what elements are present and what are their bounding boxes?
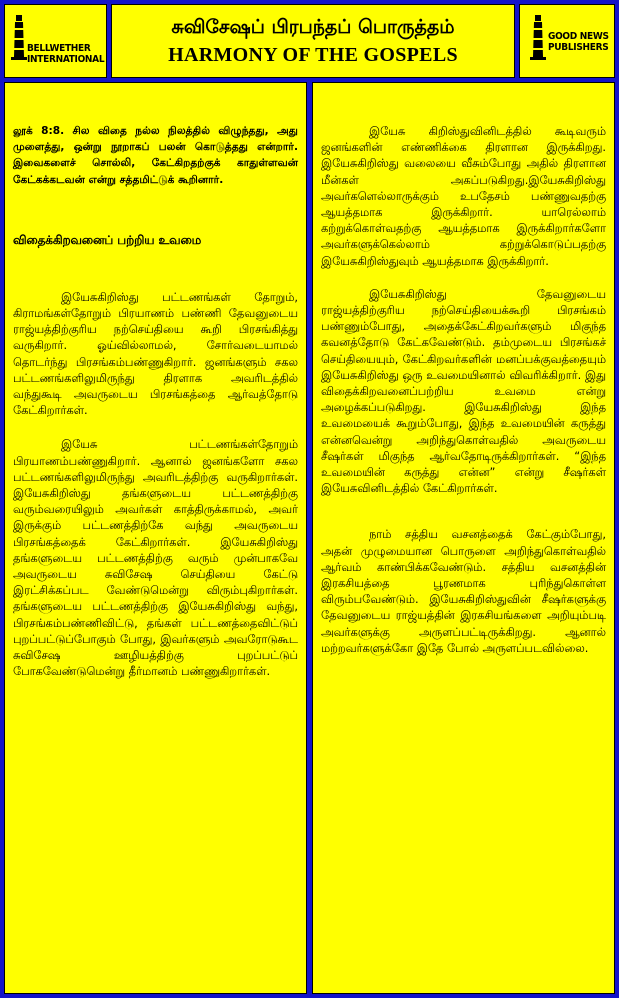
good-news-logo-text: GOOD NEWS PUBLISHERS: [548, 31, 609, 53]
left-column: [4, 82, 307, 994]
page-title-english: HARMONY OF THE GOSPELS: [168, 44, 458, 66]
paragraph: இயேசு பட்டணங்கள்தோறும் பிரயாணம்பண்ணுகிறார். ஆனால் ஜனங்களோ சகல பட்டணங்களிலுமிருந்து அவரிடத்திற்கு வருகிறார்கள். இயேசுகிறிஸ்து தங்களுடைய பட்டணத்திற்கு வரும்வரையிலும் அவர்கள் காத்திருக்காமல், அவர் இருக்கும் பட்டணத்திற்கே வந்து அவருடைய பிரசங்கத்தைக் கேட்கிறார்கள். இயேசுகிறிஸ்து தங்களுடைய பட்டணத்திற்கு வரும் முன்பாகவே அவருடைய சுவிசேஷ செய்தியை கேட்டு இரட்சிக்கப்பட வேண்டுமென்று விரும்புகிறார்கள். தங்களுடைய பட்டணத்திற்கு இயேசுகிறிஸ்து வந்து, பிரசங்கம்பண்ணிவிட்டு, தங்கள் பட்டணத்தைவிட்டுப் புறப்பட்டுப்போகும் போது, இவர்களும் அவரோடுகூட சுவிசேஷ ஊழியத்திற்கு புறப்பட்டுப் போகவேண்டுமென்று தீர்மானம் பண்ணுகிறார்கள்.: [13, 437, 298, 679]
lighthouse-icon: [11, 13, 27, 61]
paragraph: இயேசு கிறிஸ்துவினிடத்தில் கூடிவரும் ஜனங்களின் எண்ணிக்கை திரளான இருக்கிறது. இயேசுகிறிஸ்து வலையை வீசும்போது அதில் திரளான மீன்கள் அகப்படுகிறது.இயேசுகிறிஸ்து அவர்களெல்லாருக்கும் உபதேசம் பண்ணுவதற்கு ஆயத்தமாக இருக்கிறார். யாரெல்லாம் கற்றுக்கொள்வதற்கு ஆயத்தமாக இருக்கிறார்களோ அவர்களுக்கெல்லாம் கற்றுக்கொடுப்பதற்கு இயேசுகிறிஸ்துவும் ஆயத்தமாக இருக்கிறார்.: [321, 124, 606, 268]
right-column: [312, 82, 615, 994]
bible-verse: லூக் 8:8. சில விதை நல்ல நிலத்தில் விழுந்தது, அது முளைத்து, ஒன்று நூறாகப் பலன் கொடுத்தது என்றார். இவைகளைச் சொல்லி, கேட்கிறதற்குக் காதுள்ளவன் கேட்கக்கடவன் என்று சத்தமிட்டுக் கூறினார்.: [13, 125, 298, 186]
bellwether-logo-box: [4, 4, 107, 78]
section-heading: விதைக்கிறவனைப் பற்றிய உவமை: [13, 232, 202, 247]
good-news-logo-box: [519, 4, 615, 78]
bellwether-logo-text: BELLWETHER INTERNATIONAL: [27, 43, 105, 65]
page-title-tamil: சுவிசேஷப் பிரபந்தப் பொருத்தம்: [171, 16, 455, 38]
title-box: [111, 4, 515, 78]
paragraph: இயேசுகிறிஸ்து பட்டணங்கள் தோறும், கிராமங்கள்தோறும் பிரயாணம் பண்ணி தேவனுடைய ராஜ்யத்திற்குரிய நற்செய்தியை கூறி பிரசங்கித்து வருகிறார். ஓய்வில்லாமல், சோர்வடையாமல் தொடர்ந்து பிரசங்கம்பண்ணுகிறார். ஜனங்களும் சகல பட்டணங்களிலுமிருந்து திரளாக அவரிடத்தில் வந்துகூடி அவருடைய பிரசங்கத்தை ஆர்வத்தோடு கேட்கிறார்கள்.: [13, 289, 298, 418]
lighthouse-icon: [530, 13, 546, 61]
paragraph: நாம் சத்திய வசனத்தைக் கேட்கும்போது, அதன் முழுமையான பொருளை அறிந்துகொள்வதில் ஆர்வம் காண்பிக்கவேண்டும். சத்திய வசனத்தின் இரகசியத்தை பூரணமாக புரிந்துகொள்ள விரும்பவேண்டும். இயேசுகிறிஸ்துவின் சீஷர்களுக்கு தேவனுடைய ராஜ்யத்தின் இரகசியங்களை அறியும்படி அவர்களுக்கு அருளப்பட்டிருக்கிறது. ஆனால் மற்றவர்களுக்கோ இதே போல் அருளப்படவில்லை.: [321, 527, 606, 655]
paragraph: இயேசுகிறிஸ்து தேவனுடைய ராஜ்யத்திற்குரிய நற்செய்தியைக்கூறி பிரசங்கம் பண்ணும்போது, அதைக்கேட்கிறவர்களும் மிகுந்த கவனத்தோடு கேட்கவேண்டும். தம்முடைய பிரசங்கச் செய்தியையும், கேட்கிறவர்களின் மனப்பக்குவத்தையும் இயேசுகிறிஸ்து ஒரு உவமையினால் விவரிக்கிறார். இது விதைக்கிறவனைப்பற்றிய உவமை என்று அழைக்கப்படுகிறது. இயேசுகிறிஸ்து இந்த உவமையைக் கூறும்போது, இந்த உவமையின் கருத்து என்னவென்று அறிந்துகொள்வதில் அவருடைய சீஷர்கள் மிகுந்த ஆர்வதோடிருக்கிறார்கள். “இந்த உவமையின் கருத்து என்ன” என்று சீஷர்கள் இயேசுவினிடத்தில் கேட்கிறார்கள்.: [321, 286, 606, 496]
